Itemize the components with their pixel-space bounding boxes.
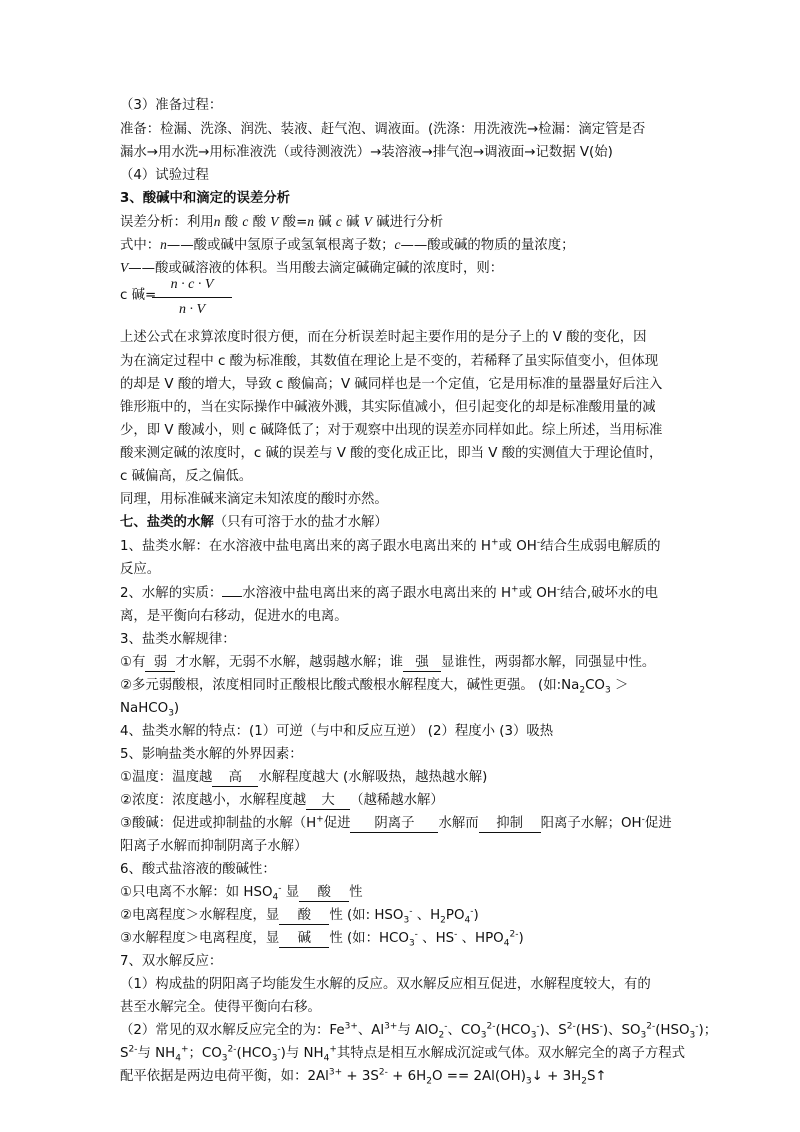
external-factors-heading: 5、影响盐类水解的外界因素： xyxy=(120,747,303,762)
factor-concentration: ②浓度：浓度越小，水解程度越 大 （越稀越水解） xyxy=(120,793,444,808)
factor-acid-base-2: 阳离子水解而抑制阴离子水解） xyxy=(120,839,308,854)
factor-temperature: ①温度：温度越 高 水解程度越大 (水解吸热，越热越水解) xyxy=(120,770,488,785)
hydrolysis-def-2: 反应。 xyxy=(120,562,161,577)
double-hydrolysis-1a: （1）构成盐的阴阳离子均能发生水解的反应。双水解反应相互促进，水解程度较大，有的 xyxy=(120,977,651,992)
concentration-fraction xyxy=(120,276,240,326)
double-hydrolysis-heading: 7、双水解反应： xyxy=(120,954,223,969)
hydrolysis-def-1: 1、盐类水解：在水溶液中盐电离出来的离子跟水电离出来的 H+或 OH-结合生成弱电解质的 xyxy=(120,537,661,554)
prep-process-heading: （3）准备过程： xyxy=(120,98,223,113)
para-line-4: 锥形瓶中的，当在实际操作中碱液外溅，其实际值减小，但引起变化的却是标准酸用量的减 xyxy=(120,400,656,415)
error-analysis-heading: 3、酸碱中和滴定的误差分析 xyxy=(120,191,291,206)
test-process-heading: （4）试验过程 xyxy=(120,168,209,183)
fraction-bar xyxy=(152,297,232,298)
para-line-7: c 碱偏高，反之偏低。 xyxy=(120,469,253,484)
hydrolysis-rule-1: ①有 弱 才水解，无弱不水解，越弱越水解；谁 强 显谁性，两弱都水解，同强显中性。 xyxy=(120,655,656,670)
double-hydrolysis-2b: $S^{2-}$与 $NH_4^+$；$CO_3^{2-}(HCO_3^-)$与 $NH_4^+$其特点是相互水解成沉淀或气体。双水解完全的离子方程式 xyxy=(120,1044,686,1064)
hydrolysis-essence-1: 2、水解的实质： 水溶液中盐电离出来的离子跟水电离出来的 H+或 OH-结合,破坏水的电 xyxy=(120,584,659,601)
prep-line-1: 准备：检漏、洗涤、润洗、装液、赶气泡、调液面。(洗涤：用洗液洗→检漏：滴定管是否 xyxy=(120,122,646,137)
double-hydrolysis-2a: （2）常见的双水解反应完全的为：$Fe^{3+}$、$Al^{3+}$与 AlO$_2$-、$CO_3^{2-}(HCO_3^-)$、$S^{2-}(HS^-)$、$SO_3^{2-}(HSO_3^-)$； xyxy=(120,1021,718,1041)
acid-salt-heading: 6、酸式盐溶液的酸碱性： xyxy=(120,862,276,877)
error-analysis-formula: 误差分析：利用n 酸 c 酸 V 酸=n 碱 c 碱 V 碱进行分析 xyxy=(120,214,444,230)
factor-acid-base-1: ③酸碱：促进或抑制盐的水解（H+促进 阴离子 水解而 抑制 阳离子水解；OH-促进 xyxy=(120,814,672,831)
hydrolysis-essence-2: 离，是平衡向右移动，促进水的电离。 xyxy=(120,609,348,624)
fraction-lhs: c 碱= xyxy=(120,288,157,303)
para-line-8: 同理，用标准碱来滴定未知浓度的酸时亦然。 xyxy=(120,492,388,507)
fraction-numerator: n · c · V xyxy=(170,277,214,292)
formula-legend-1: 式中：n——酸或碱中氢原子或氢氧根离子数；c——酸或碱的物质的量浓度； xyxy=(120,237,575,253)
para-line-3: 的却是 V 酸的增大，导致 c 酸偏高；V 碱同样也是一个定值，它是用标准的量器量好后注入 xyxy=(120,377,663,392)
hydrolysis-features: 4、盐类水解的特点：(1）可逆（与中和反应互逆） (2）程度小 (3）吸热 xyxy=(120,724,554,739)
para-line-1: 上述公式在求算浓度时很方便，而在分析误差时起主要作用的是分子上的 V 酸的变化，因 xyxy=(120,330,647,345)
para-line-2: 为在滴定过程中 c 酸为标准酸，其数值在理论上是不变的，若稀释了虽实际值变小，但体现 xyxy=(120,354,659,369)
formula-legend-2: V——酸或碱溶液的体积。当用酸去滴定碱确定碱的浓度时，则： xyxy=(120,260,504,276)
hydrolysis-rule-2: ②多元弱酸根，浓度相同时正酸根比酸式酸根水解程度大，碱性更强。 (如$:Na_2CO_3$ ＞ xyxy=(120,678,629,696)
double-hydrolysis-1b: 甚至水解完全。使得平衡向右移。 xyxy=(120,1000,321,1015)
acid-salt-case-3: ③水解程度＞电离程度，显 碱 性 (如：$HCO_3^-$ 、HS- 、$HPO_4^{2-}$) xyxy=(120,929,524,949)
acid-salt-case-1: ①只电离不水解：如 $HSO_4^-$ 显 酸 性 xyxy=(120,883,363,903)
fraction-denominator: n · V xyxy=(178,302,206,317)
double-hydrolysis-2c: 配平依据是两边电荷平衡，如：$2Al^{3+} + 3S^{2-} + 6H_2O$ == $2Al(OH)_3↓$ + $3H_2S↑$ xyxy=(120,1067,607,1087)
salt-hydrolysis-heading: 七、盐类的水解（只有可溶于水的盐才水解） xyxy=(120,515,388,530)
prep-line-2: 漏水→用水洗→用标准液洗（或待测液洗）→装溶液→排气泡→调液面→记数据 V(始) xyxy=(120,145,613,160)
acid-salt-case-2: ②电离程度＞水解程度，显 酸 性 (如: $HSO_3^-$ 、$H_2PO_4^-$) xyxy=(120,906,479,926)
para-line-6: 酸来测定碱的浓度时，c 碱的误差与 V 酸的变化成正比，即当 V 酸的实测值大于理论值时， xyxy=(120,446,663,461)
hydrolysis-rules-heading: 3、盐类水解规律： xyxy=(120,632,236,647)
para-line-5: 少，即 V 酸减小，则 c 碱降低了；对于观察中出现的误差亦同样如此。综上所述，当用标准 xyxy=(120,423,663,438)
hydrolysis-rule-2-cont: NaHCO$_3$) xyxy=(120,701,180,719)
